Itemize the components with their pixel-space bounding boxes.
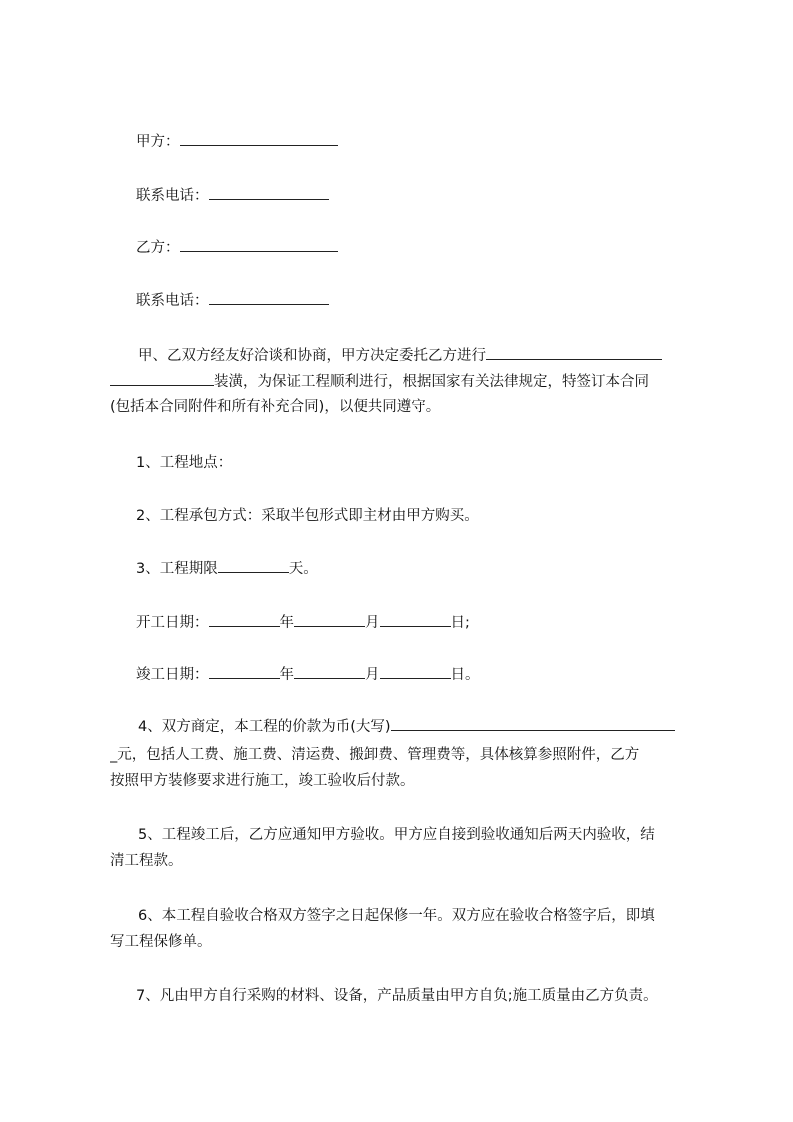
party-a-field xyxy=(136,131,338,152)
clause-1-text: 1、工程地点： xyxy=(136,455,233,471)
clause-4-line-1 xyxy=(138,716,675,737)
start-month-unit: 月 xyxy=(365,615,380,631)
clause-3 xyxy=(136,558,318,579)
phone-b-field xyxy=(136,290,329,311)
party-b-blank[interactable] xyxy=(180,237,338,252)
party-b-label: 乙方： xyxy=(136,240,180,256)
phone-a-blank[interactable] xyxy=(209,185,329,200)
party-a-blank[interactable] xyxy=(180,131,338,146)
phone-b-blank[interactable] xyxy=(209,290,329,305)
end-date-label: 竣工日期： xyxy=(136,667,209,683)
project-blank[interactable] xyxy=(486,345,662,360)
end-day-blank[interactable] xyxy=(380,664,451,679)
clause-5 xyxy=(110,822,710,874)
clause-7-text: 7、凡由甲方自行采购的材料、设备，产品质量由甲方自负;施工质量由乙方负责。 xyxy=(136,988,658,1004)
party-a-label: 甲方： xyxy=(136,134,180,150)
clause-6-line-2: 写工程保修单。 xyxy=(110,934,212,950)
clause-4-line-2: _元，包括人工费、施工费、清运费、搬卸费、管理费等，具体核算参照附件，乙方 xyxy=(110,747,640,763)
duration-blank[interactable] xyxy=(218,558,289,573)
clause-5-line-2: 清工程款。 xyxy=(110,853,183,869)
clause-5-line-1: 5、工程竣工后，乙方应通知甲方验收。甲方应自接到验收通知后两天内验收，结 xyxy=(138,827,655,843)
end-month-blank[interactable] xyxy=(294,664,365,679)
end-year-blank[interactable] xyxy=(209,664,280,679)
project-blank-cont[interactable] xyxy=(110,371,214,386)
clause-4-text-1: 4、双方商定，本工程的价款为币(大写) xyxy=(138,719,391,735)
clause-7 xyxy=(136,986,658,1006)
clause-2 xyxy=(136,506,479,526)
party-b-field xyxy=(136,237,338,258)
intro-text-1: 甲、乙双方经友好洽谈和协商，甲方决定委托乙方进行 xyxy=(138,348,486,364)
end-date xyxy=(136,664,480,685)
clause-2-text: 2、工程承包方式：采取半包形式即主材由甲方购买。 xyxy=(136,508,479,524)
end-month-unit: 月 xyxy=(365,667,380,683)
start-year-unit: 年 xyxy=(279,615,294,631)
intro-text-2: 装潢，为保证工程顺利进行，根据国家有关法律规定，特签订本合同 xyxy=(214,374,649,390)
start-date xyxy=(136,612,470,633)
end-year-unit: 年 xyxy=(279,667,294,683)
start-day-blank[interactable] xyxy=(380,612,451,627)
start-month-blank[interactable] xyxy=(294,612,365,627)
phone-b-label: 联系电话： xyxy=(136,293,209,309)
phone-a-field xyxy=(136,185,329,206)
phone-a-label: 联系电话： xyxy=(136,188,209,204)
start-day-unit: 日; xyxy=(450,615,470,631)
clause-4-line-3: 按照甲方装修要求进行施工，竣工验收后付款。 xyxy=(110,773,415,789)
start-year-blank[interactable] xyxy=(209,612,280,627)
clause-6-line-1: 6、本工程自验收合格双方签字之日起保修一年。双方应在验收合格签字后，即填 xyxy=(138,908,655,924)
intro-text-3: (包括本合同附件和所有补充合同)，以便共同遵守。 xyxy=(110,399,441,415)
intro-line-1 xyxy=(138,345,662,366)
clause-3-suffix: 天。 xyxy=(288,561,318,577)
clause-3-prefix: 3、工程期限 xyxy=(136,561,218,577)
clause-1 xyxy=(136,453,232,473)
intro-line-2 xyxy=(110,371,710,392)
price-blank[interactable] xyxy=(391,716,675,731)
clause-4-rest xyxy=(110,742,710,794)
start-date-label: 开工日期： xyxy=(136,615,209,631)
intro-line-3 xyxy=(110,397,440,417)
end-day-unit: 日。 xyxy=(450,667,480,683)
clause-6 xyxy=(110,903,710,955)
